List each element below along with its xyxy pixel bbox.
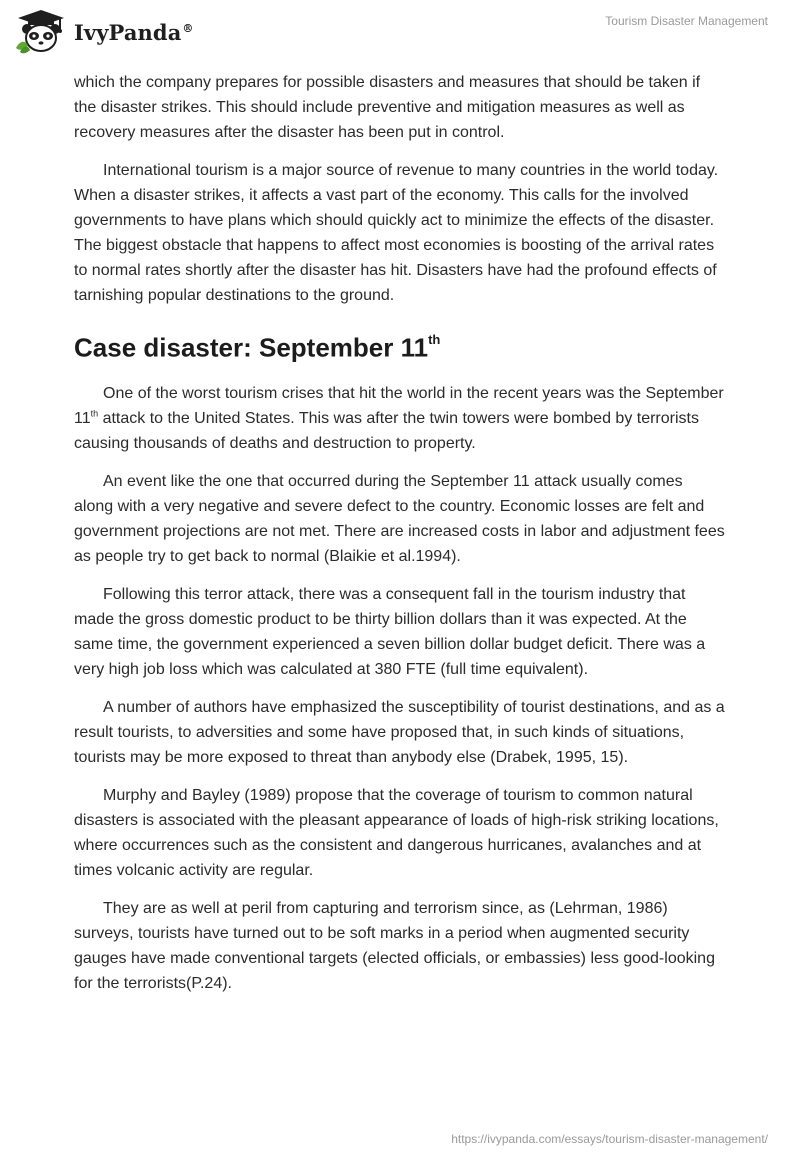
ivypanda-logo[interactable]: [14, 8, 194, 54]
paragraph-natural-disasters: Murphy and Bayley (1989) propose that the coverage of tourism to common natural disasters is associated with the pleasant appearance of loads of high-risk striking locations, where occurrences such as the consistent and dangerous hurricanes, avalanches and at times volcanic activity are regular.: [74, 786, 719, 879]
source-url[interactable]: https://ivypanda.com/essays/tourism-disaster-management/: [451, 1132, 768, 1146]
document-title: Tourism Disaster Management: [605, 14, 768, 28]
section-heading-case-disaster: Case disaster: September 11th: [74, 332, 441, 363]
essay-body: [74, 70, 726, 1009]
brand-name: IvyPanda®: [74, 19, 194, 45]
paragraph-international-tourism: International tourism is a major source of revenue to many countries in the world today. When a disaster strikes, it affects a vast part of the economy. This calls for the involved governments to have plans which should quickly act to minimize the effects of the disaster. The biggest obstacle that happens to affect most economies is boosting of the arrival rates to normal rates shortly after the disaster has hit. Disasters have had the profound effects of tarnishing popular destinations to the ground.: [74, 162, 719, 304]
paragraph-event-defect: An event like the one that occurred during the September 11 attack usually comes along with a very negative and severe defect to the country. Economic losses are felt and government projections are not met. There are increased costs in labor and adjustment fees as people try to get back to normal (Blaikie et al.1994).: [74, 472, 725, 565]
paragraph-continuation: which the company prepares for possible disasters and measures that should be taken if the disaster strikes. This should include preventive and mitigation measures as well as recovery measures after the disaster has been put in control.: [74, 74, 701, 141]
panda-graduation-cap-icon: [14, 8, 68, 54]
paragraph-susceptibility: A number of authors have emphasized the susceptibility of tourist destinations, and as a result tourists, to adversities and some have proposed that, in such kinds of situations, tourists may be more exposed to threat than anybody else (Drabek, 1995, 15).: [74, 698, 725, 766]
paragraph-terrorism-peril: They are as well at peril from capturing and terrorism since, as (Lehrman, 1986) surveys, tourists have turned out to be soft marks in a period when augmented security gauges have made conventional targets (elected officials, or embassies) less good-looking for the terrorists(P.24).: [74, 899, 715, 992]
page-header: [0, 0, 800, 64]
paragraph-terror-attack-effects: Following this terror attack, there was a consequent fall in the tourism industry that made the gross domestic product to be thirty billion dollars than it was expected. At the same time, the government experienced a seven billion dollar budget deficit. There was a very high job loss which was calculated at 380 FTE (full time equivalent).: [74, 585, 706, 678]
paragraph-worst-crises: One of the worst tourism crises that hit the world in the recent years was the September 11th attack to the United States. This was after the twin towers were bombed by terrorists causing thousands of deaths and destruction to property.: [74, 384, 724, 452]
